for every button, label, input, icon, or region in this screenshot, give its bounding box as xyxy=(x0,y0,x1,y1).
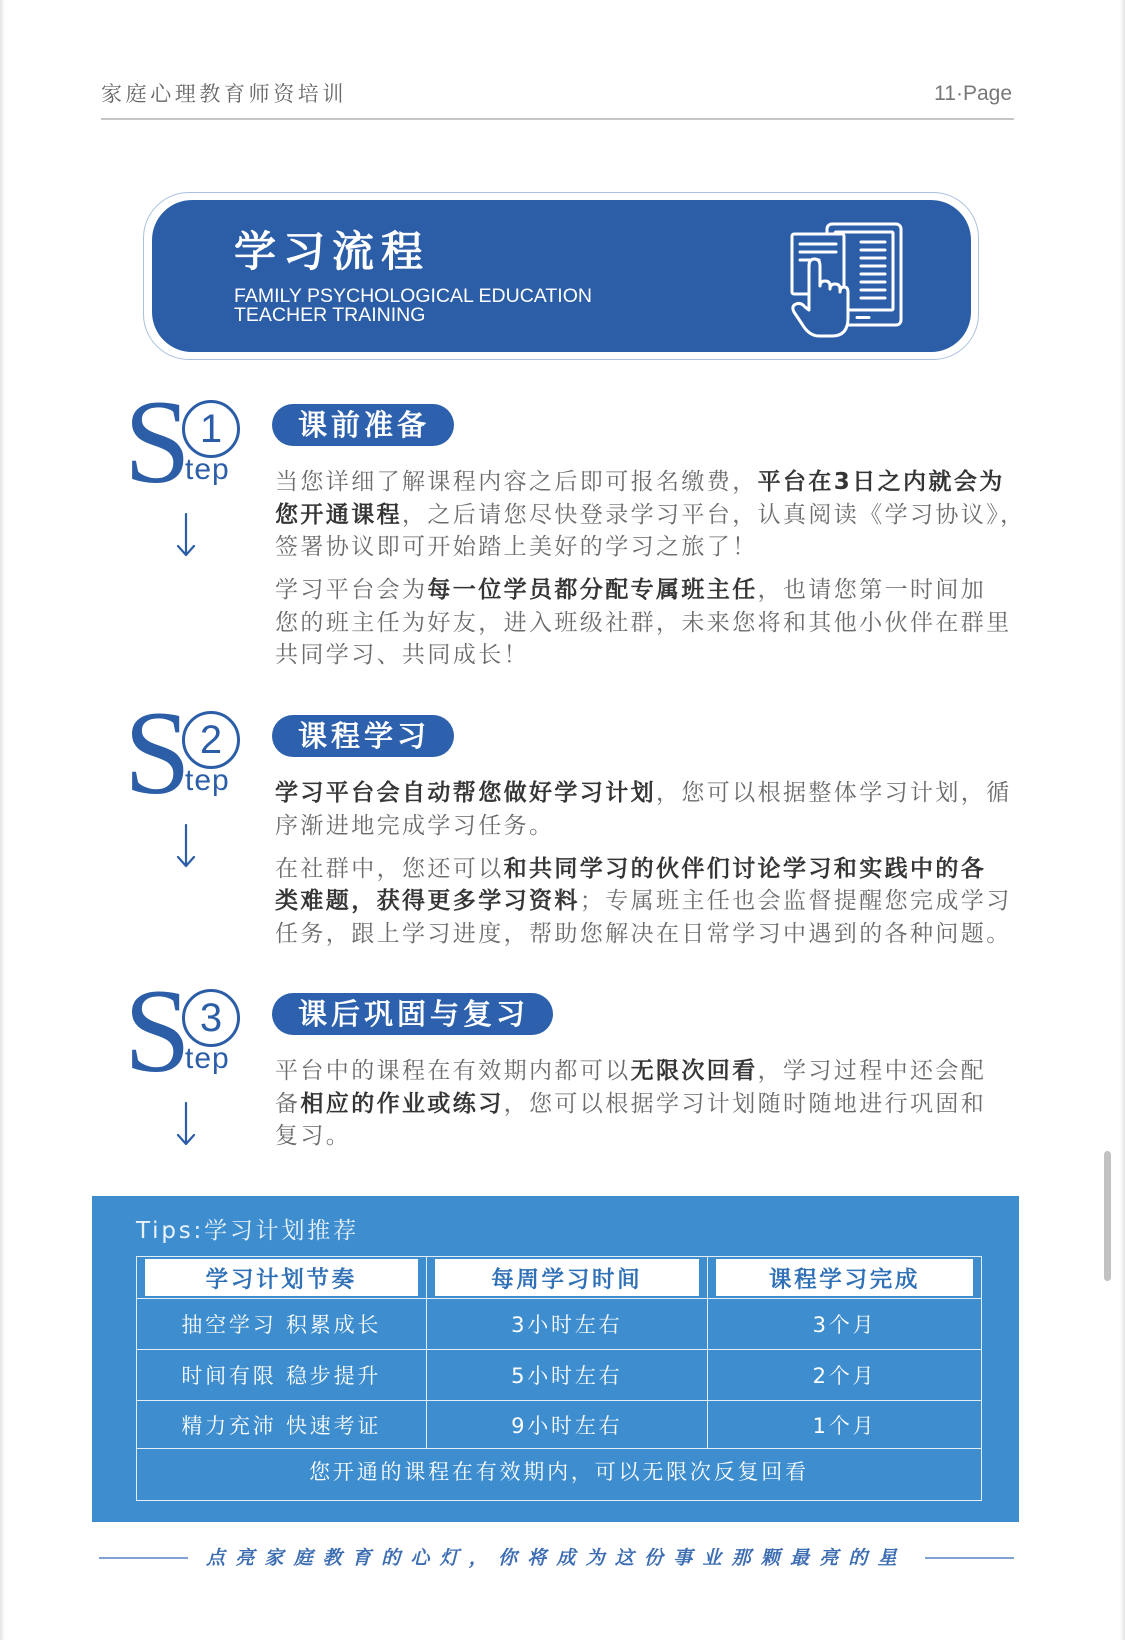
section-banner xyxy=(152,200,971,352)
bold-text: 类难题，获得更多学习资料 xyxy=(275,888,580,914)
step-description xyxy=(275,777,1012,950)
paragraph-line xyxy=(275,1055,986,1088)
step-number-badge: 3 xyxy=(182,989,240,1047)
step-letter-tep: tep xyxy=(185,764,230,797)
step-description xyxy=(275,466,1026,672)
paragraph-line xyxy=(275,531,1026,564)
header-completion: 课程学习完成 xyxy=(716,1259,973,1296)
text-segment: ；专属班主任也会监督提醒您完成学习 xyxy=(579,888,1012,914)
paragraph-line xyxy=(275,1120,986,1153)
step-1 xyxy=(0,375,1125,668)
paragraph xyxy=(275,853,1012,951)
slogan-rule-left xyxy=(99,1557,188,1559)
banner-title: 学习流程 xyxy=(234,227,431,276)
text-segment: 在社群中，您还可以 xyxy=(275,855,504,882)
tablet-hand-icon xyxy=(789,222,903,339)
page-number: 11·Page xyxy=(934,82,1012,105)
step-letter-tep: tep xyxy=(185,1042,230,1075)
tips-label: Tips:学习计划推荐 xyxy=(136,1218,359,1244)
banner-subtitle-line-2: TEACHER TRAINING xyxy=(234,304,426,326)
table-cell-weekly-time: 9小时左右 xyxy=(427,1401,709,1448)
table-cell-completion: 3个月 xyxy=(812,1313,877,1337)
step-number-badge: 1 xyxy=(182,400,240,458)
table-cell-rhythm: 精力充沛 快速考证 xyxy=(137,1401,427,1448)
table-footer-row xyxy=(137,1449,981,1493)
text-segment: 任务，跟上学习进度，帮助您解决在日常学习中遇到的各种问题。 xyxy=(275,920,1012,947)
text-segment: 您的班主任为好友，进入班级社群，未来您将和其他小伙伴在群里 xyxy=(275,609,1012,636)
paragraph-line xyxy=(275,810,1012,843)
paragraph xyxy=(275,466,1026,564)
text-segment: 平台中的课程在有效期内都可以 xyxy=(275,1058,631,1084)
text-segment: ，之后请您尽快登录学习平台，认真阅读《学习协议》， xyxy=(402,501,1026,528)
table-cell-rhythm: 抽空学习 积累成长 xyxy=(137,1299,427,1349)
text-segment: ，也请您第一时间加 xyxy=(757,577,987,603)
step-letter-s: S xyxy=(124,964,191,1097)
slogan-rule-right xyxy=(925,1557,1014,1559)
text-segment: 学习平台会为 xyxy=(275,577,428,603)
study-plan-table xyxy=(136,1256,982,1501)
paragraph-line xyxy=(275,607,1026,640)
footer-slogan: 点亮家庭教育的心灯，你将成为这份事业那颗最亮的星 xyxy=(206,1547,907,1569)
step-2 xyxy=(0,686,1125,947)
step-3 xyxy=(0,964,1125,1149)
paragraph-line xyxy=(275,574,1026,607)
step-letter-tep: tep xyxy=(185,453,230,486)
bold-text: 无限次回看 xyxy=(630,1058,758,1084)
text-segment: 复习。 xyxy=(275,1123,352,1149)
step-title: 课后巩固与复习 xyxy=(272,993,553,1035)
paragraph-line xyxy=(275,499,1026,532)
table-cell-weekly-time: 5小时左右 xyxy=(427,1350,709,1400)
table-footer-note: 您开通的课程在有效期内，可以无限次反复回看 xyxy=(309,1460,809,1484)
text-segment: 签署协议即可开始踏上美好的学习之旅了！ xyxy=(275,534,758,560)
paragraph-line xyxy=(275,639,1026,672)
table-row xyxy=(137,1350,981,1401)
paragraph-line xyxy=(275,918,1012,951)
bold-text: 相应的作业或练习 xyxy=(300,1090,504,1117)
table-cell-completion: 1个月 xyxy=(812,1413,877,1438)
table-cell-completion: 2个月 xyxy=(812,1364,877,1388)
bold-text: 学习平台会自动帮您做好学习计划 xyxy=(275,780,656,806)
bold-text: 您开通课程 xyxy=(275,501,402,528)
step-number-badge: 2 xyxy=(182,711,240,769)
paragraph-line xyxy=(275,777,1012,810)
text-segment: 共同学习、共同成长！ xyxy=(275,642,529,668)
text-segment: ，您可以根据学习计划随时随地进行巩固和 xyxy=(503,1090,987,1117)
step-description xyxy=(275,1055,986,1153)
table-row xyxy=(137,1401,981,1449)
step-title: 课前准备 xyxy=(272,404,454,446)
step-letter-s: S xyxy=(124,375,191,508)
table-header-cell xyxy=(137,1257,427,1298)
scrollbar-thumb[interactable] xyxy=(1104,1151,1111,1281)
paragraph xyxy=(275,574,1026,672)
table-cell-weekly-time: 3小时左右 xyxy=(427,1299,709,1349)
table-header-cell xyxy=(708,1257,981,1298)
header-divider xyxy=(101,118,1014,120)
text-segment: 序渐进地完成学习任务。 xyxy=(275,812,555,839)
arrow-down-icon xyxy=(176,1102,196,1146)
header-title: 家庭心理教育师资培训 xyxy=(101,82,347,106)
arrow-down-icon xyxy=(176,824,196,868)
paragraph-line xyxy=(275,466,1026,499)
page-edge-left xyxy=(0,0,5,1640)
paragraph-line xyxy=(275,853,1012,886)
table-header-cell xyxy=(427,1257,709,1298)
page-edge-right xyxy=(1120,0,1125,1640)
text-segment: 当您详细了解课程内容之后即可报名缴费， xyxy=(275,469,758,495)
step-letter-s: S xyxy=(124,686,191,819)
text-segment: ，学习过程中还会配 xyxy=(757,1058,987,1084)
bold-text: 和共同学习的伙伴们讨论学习和实践中的各 xyxy=(503,855,987,882)
tips-panel xyxy=(92,1196,1019,1522)
table-header-row xyxy=(137,1257,981,1299)
header-weekly-time: 每周学习时间 xyxy=(435,1259,700,1296)
paragraph-line xyxy=(275,1088,986,1121)
table-cell-rhythm: 时间有限 稳步提升 xyxy=(137,1350,427,1400)
arrow-down-icon xyxy=(176,513,196,557)
paragraph-line xyxy=(275,885,1012,918)
text-segment: ，您可以根据整体学习计划，循 xyxy=(656,780,1012,806)
text-segment: 备 xyxy=(275,1090,301,1117)
step-title: 课程学习 xyxy=(272,715,454,757)
paragraph xyxy=(275,777,1012,842)
paragraph xyxy=(275,1055,986,1153)
table-row xyxy=(137,1299,981,1350)
bold-text: 每一位学员都分配专属班主任 xyxy=(427,577,758,603)
bold-text: 平台在3日之内就会为 xyxy=(757,469,1005,495)
banner-subtitle-line-1: FAMILY PSYCHOLOGICAL EDUCATION xyxy=(234,285,592,307)
header-rhythm: 学习计划节奏 xyxy=(145,1259,418,1296)
